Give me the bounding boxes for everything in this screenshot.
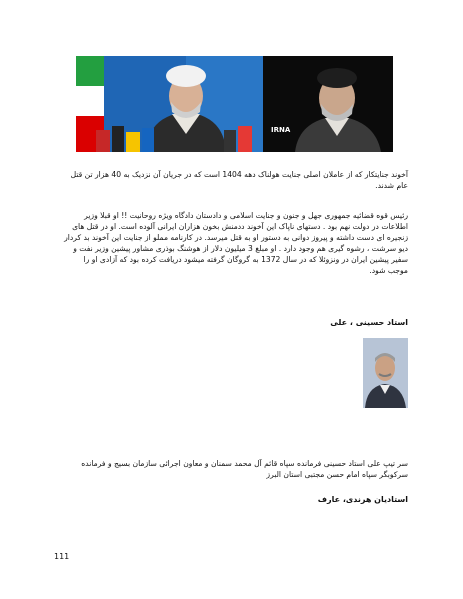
- portrait-photo: [263, 56, 393, 152]
- portrait-photo-ostad-hosseini: [363, 338, 408, 408]
- paragraph-biography: رئیس قوه قضائیه جمهوری جهل و جنون و جنایت اسلامی و دادستان دادگاه ویژه روحانیت !! او قبلا وزیر اطلاعات در دولت نهم بود . دستهای ناپاک این آخوند ددمنش بخون هزاران ایرانی آلوده است. او در قتل های زنجیره ای دست داشته و پیروز دوانی به دستور او به قتل میرسد. در کارنامه مملو از جنایت این آخوند بد کردار دیو سرشت ، رشوه گیری هم وجود دارد . او مبلغ 3 میلیون دلار از هوشنگ بوذری مشاور پیشین وزیر نفت و سفیر پیشین ایران در ونزوئلا که در سال 1372 به گروگان گرفته میشود دریافت کرده بود که آزادی او را موجب شود.: [64, 211, 408, 275]
- paragraph-intro: آخوند جنایتکار که از عاملان اصلی جنایت هولناک دهه 1404 است که در جریان آن نزدیک به 40 هزار تن قتل عام شدند.: [70, 170, 408, 190]
- page-number: 111: [54, 552, 70, 561]
- section-heading-ostadian-harandi: استادیان هرندی، عارف: [317, 495, 408, 504]
- portrait-icon: [363, 338, 408, 408]
- paragraph-ostad-hosseini: سر تیپ علی استاد حسینی فرمانده سپاه قائم آل محمد سمنان و معاون اجرائی سازمان بسیج و فرمانده سرکوبگر سپاه امام حسن مجتبی استان البرز: [81, 459, 408, 479]
- section-heading-ostad-hosseini: استاد حسینی ، علی: [330, 318, 408, 327]
- press-conference-icon: [76, 56, 263, 152]
- press-conference-photo: [76, 56, 263, 152]
- irna-logo: IRNA: [271, 126, 291, 134]
